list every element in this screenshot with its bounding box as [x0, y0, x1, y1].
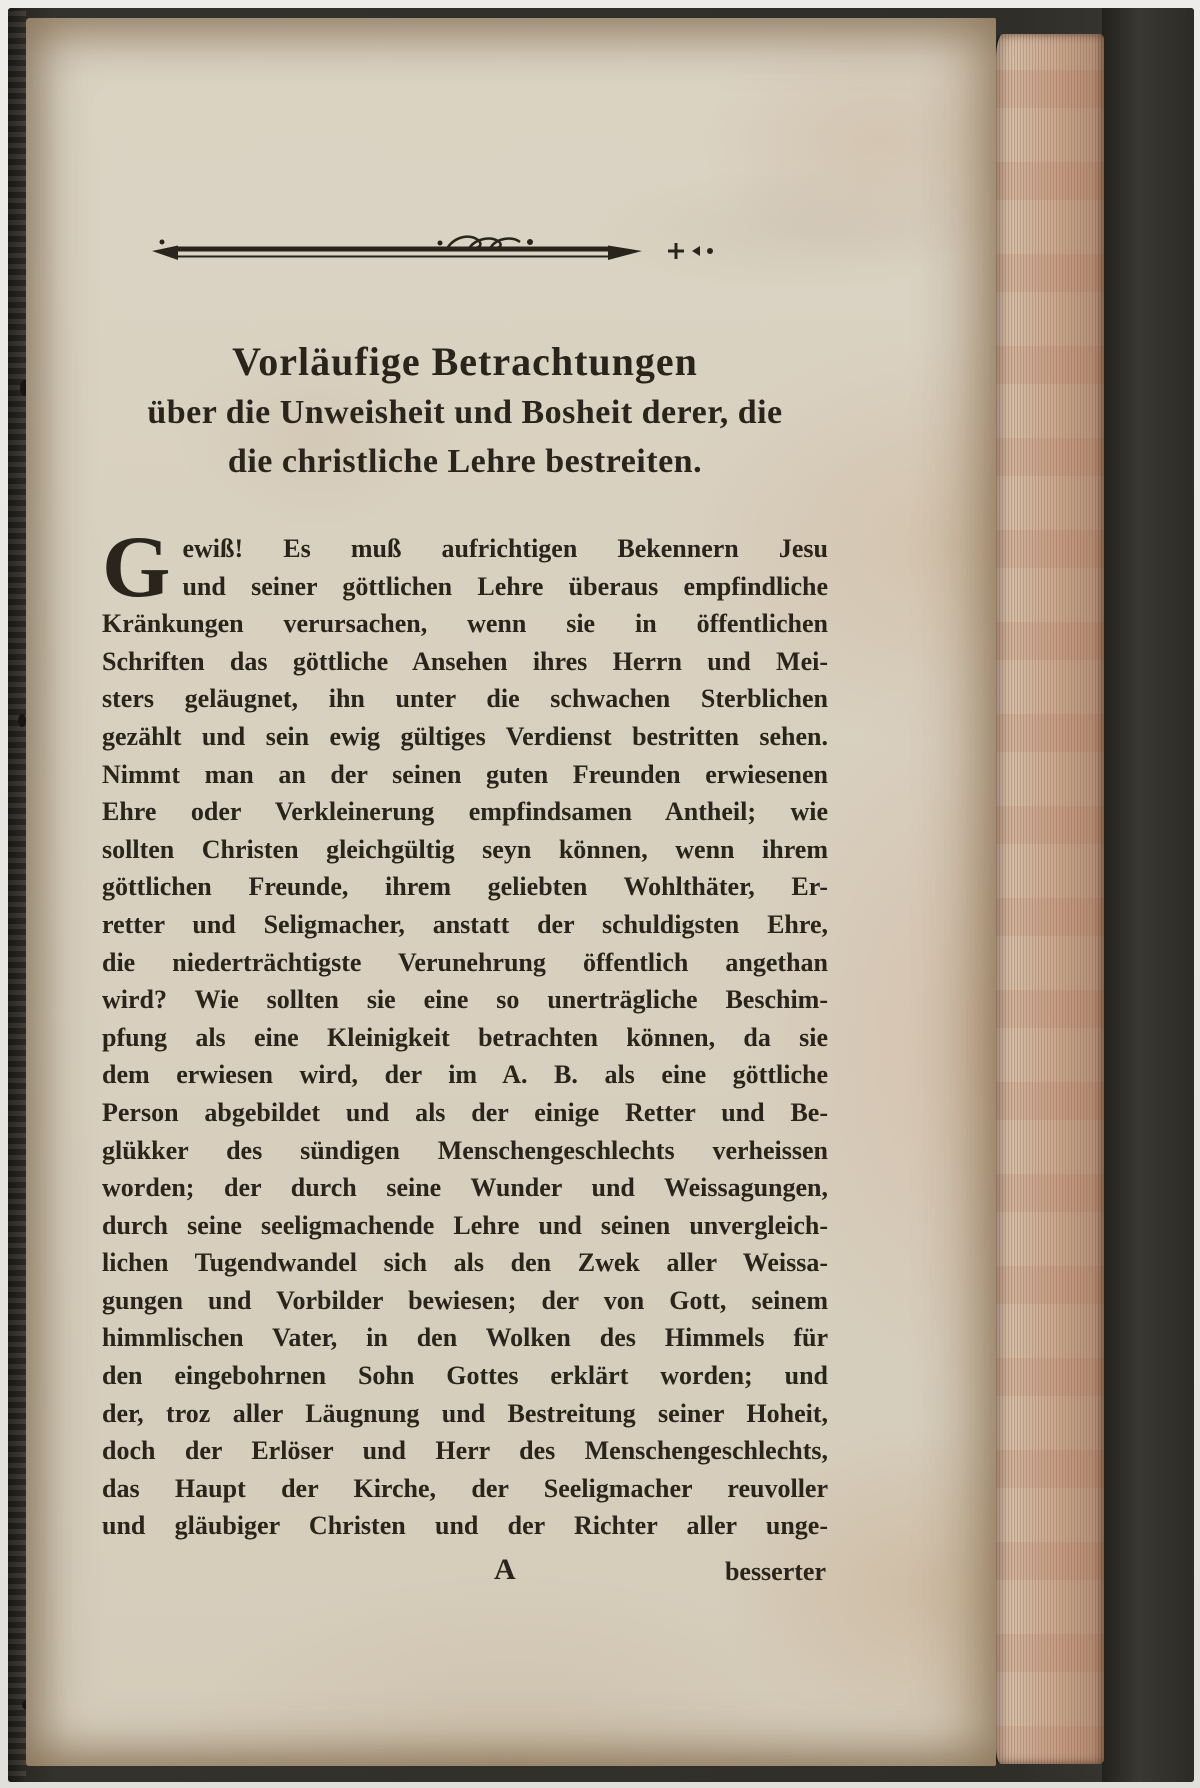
title-line-1: Vorläufige Betrachtungen: [232, 339, 698, 384]
body-line: sollten Christen gleichgültig seyn können, wenn ihrem: [102, 834, 828, 864]
body-line: Kränkungen verursachen, wenn sie in öffentlichen: [102, 609, 828, 639]
binding-wear-spot: [18, 714, 26, 727]
body-line: der, troz aller Läugnung und Bestreitung seiner Hoheit,: [102, 1398, 828, 1428]
body-line: gungen und Vorbilder bewiesen; der von Gott, seinem: [102, 1285, 828, 1315]
body-line: gezählt und sein ewig gültiges Verdienst bestritten sehen.: [102, 721, 828, 751]
body-line: Schriften das göttliche Ansehen ihres Herrn und Mei-: [102, 646, 828, 676]
body-line: durch seine seeligmachende Lehre und seinen unvergleich-: [102, 1210, 828, 1240]
body-line: Ehre oder Verkleinerung empfindsamen Antheil; wie: [102, 797, 828, 827]
binding-left-edge: [8, 8, 26, 1782]
body-line: sters geläugnet, ihn unter die schwachen Sterblichen: [102, 684, 828, 714]
body-line: göttlichen Freunde, ihrem geliebten Wohlthäter, Er-: [102, 872, 828, 902]
page-footer: [102, 1551, 828, 1591]
chapter-title: [102, 336, 828, 486]
book-cover-right: [1102, 8, 1194, 1782]
body-line: Nimmt man an der seinen guten Freunden erwiesenen: [102, 759, 828, 789]
page-edges: [993, 34, 1104, 1764]
ornament-divider: [148, 234, 728, 268]
body-line: und seiner göttlichen Lehre überaus empfindliche: [182, 571, 828, 601]
catchword: besserter: [724, 1557, 826, 1587]
body-line: lichen Tugendwandel sich als den Zwek aller Weissa-: [102, 1248, 828, 1278]
body-line: das Haupt der Kirche, der Seeligmacher reuvoller: [102, 1473, 828, 1503]
body-line: den eingebohrnen Sohn Gottes erklärt worden; und: [102, 1361, 828, 1391]
body-line: die niederträchtigste Verunehrung öffentlich angethan: [102, 947, 828, 977]
body-line: himmlischen Vater, in den Wolken des Himmels für: [102, 1323, 828, 1353]
drop-cap-initial: G: [102, 519, 171, 616]
body-line: wird? Wie sollten sie eine so unerträgliche Beschim-: [102, 985, 828, 1015]
book-page: [26, 18, 996, 1766]
text-column: [102, 18, 828, 1766]
body-line: worden; der durch seine Wunder und Weissagungen,: [102, 1173, 828, 1203]
title-line-3: die christliche Lehre bestreiten.: [227, 443, 703, 480]
body-line: retter und Seligmacher, anstatt der schuldigsten Ehre,: [102, 909, 828, 939]
body-line: Person abgebildet und als der einige Retter und Be-: [102, 1097, 828, 1127]
signature-mark: A: [494, 1553, 516, 1587]
body-line: glükker des sündigen Menschengeschlechts verheissen: [102, 1135, 828, 1165]
body-line: doch der Erlöser und Herr des Menschengeschlechts,: [102, 1436, 828, 1466]
body-line: und gläubiger Christen und der Richter aller unge-: [102, 1511, 828, 1541]
title-line-2: über die Unweisheit und Bosheit derer, die: [147, 394, 783, 431]
body-line: pfung als eine Kleinigkeit betrachten können, da sie: [102, 1022, 828, 1052]
body-line: ewiß! Es muß aufrichtigen Bekennern Jesu: [182, 534, 828, 563]
book: [8, 8, 1194, 1782]
body-paragraph: [102, 519, 828, 1591]
body-line: dem erwiesen wird, der im A. B. als eine göttliche: [102, 1060, 828, 1090]
